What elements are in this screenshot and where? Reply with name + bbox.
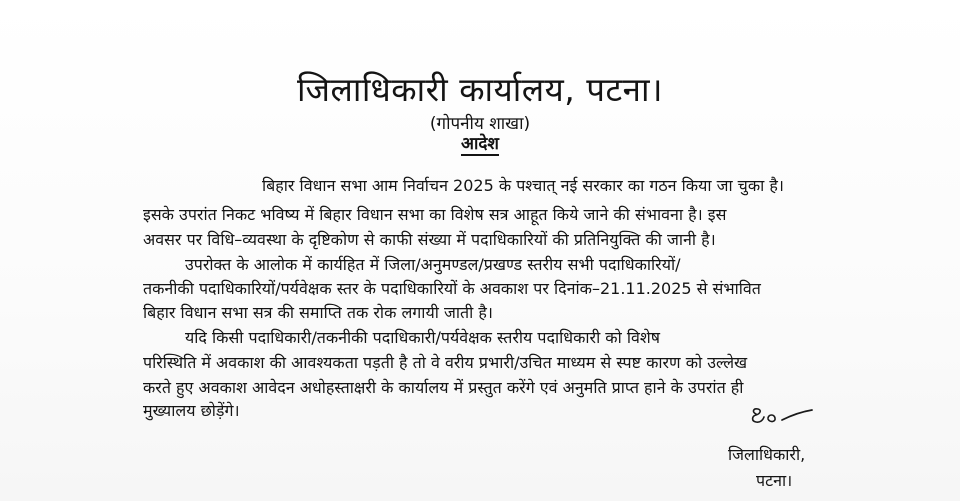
signature-block [728, 442, 805, 494]
body-line: परिस्थिति में अवकाश की आवश्यकता पड़ती है तो वे वरीय प्रभारी/उचित माध्यम से स्पष्ट कारण को उल्लेख [143, 353, 748, 372]
body-line: बिहार विधान सभा आम निर्वाचन 2025 के पश्चात् नई सरकार का गठन किया जा चुका है। [262, 176, 784, 195]
body-line: तकनीकी पदाधिकारियों/पर्यवेक्षक स्तर के पदाधिकारियों के अवकाश पर दिनांक–21.11.2025 से संभावित [143, 279, 761, 298]
body-line: इसके उपरांत निकट भविष्य में बिहार विधान सभा का विशेष सत्र आहूत किये जाने की संभावना है। इस [143, 205, 727, 224]
signatory-designation: जिलाधिकारी, [728, 445, 806, 464]
order-heading [0, 134, 960, 156]
body-line: अवसर पर विधि–व्यवस्था के दृष्टिकोण से काफी संख्या में पदाधिकारियों की प्रतिनियुक्ति की जानी है। [143, 230, 716, 249]
order-label: आदेश [461, 134, 499, 154]
body-line: मुख्यालय छोड़ेंगे। [143, 401, 240, 420]
handwritten-signature [750, 404, 814, 428]
body-line: करते हुए अवकाश आवेदन अधोहस्ताक्षरी के कार्यालय में प्रस्तुत करेंगे एवं अनुमति प्राप्त हाने के उपरांत ही [143, 378, 744, 397]
body-line: उपरोक्त के आलोक में कार्यहित में जिला/अनुमण्डल/प्रखण्ड स्तरीय सभी पदाधिकारियों/ [185, 255, 681, 274]
body-line: बिहार विधान सभा सत्र की समाप्ति तक रोक लगायी जाती है। [143, 303, 493, 322]
signatory-place: पटना। [756, 471, 793, 490]
office-title: जिलाधिकारी कार्यालय, पटना। [296, 70, 664, 109]
section-name: (गोपनीय शाखा) [429, 114, 531, 134]
body-line: यदि किसी पदाधिकारी/तकनीकी पदाधिकारी/पर्यवेक्षक स्तरीय पदाधिकारी को विशेष [185, 328, 660, 347]
